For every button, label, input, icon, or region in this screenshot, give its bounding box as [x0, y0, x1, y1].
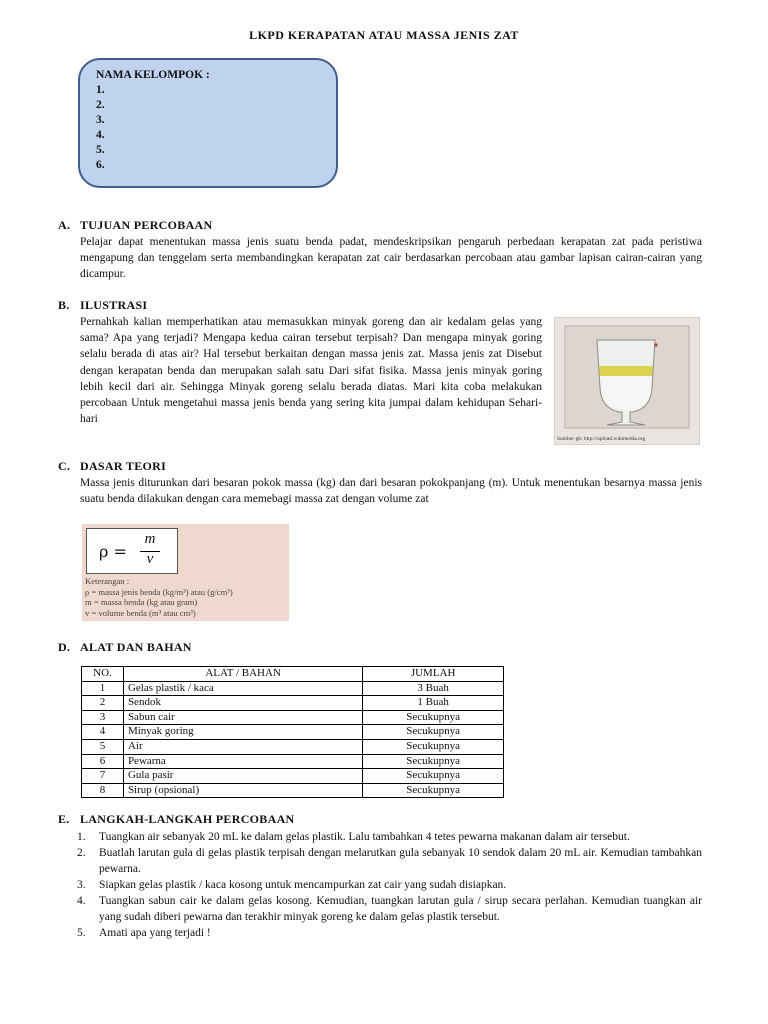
- section-b-heading: [58, 298, 147, 313]
- column-header: ALAT / BAHAN: [123, 667, 362, 682]
- section-letter: D.: [58, 640, 71, 654]
- materials-table: [81, 666, 504, 798]
- step-text: Tuangkan air sebanyak 20 mL ke dalam gelas plastik. Lalu tambahkan 4 tetes pewarna makanan dalam air tersebut.: [99, 831, 630, 843]
- column-header: JUMLAH: [363, 667, 504, 682]
- section-letter: E.: [58, 812, 70, 826]
- table-cell: 3 Buah: [363, 681, 504, 696]
- table-cell: 4: [82, 725, 124, 740]
- list-item: [77, 877, 702, 893]
- section-letter: C.: [58, 459, 71, 473]
- table-cell: Sendok: [123, 696, 362, 711]
- section-d-heading: [58, 640, 192, 655]
- table-cell: 2: [82, 696, 124, 711]
- table-row: [82, 769, 504, 784]
- oil-water-glass-image: [554, 317, 700, 445]
- table-cell: Sabun cair: [123, 710, 362, 725]
- step-number: 4.: [77, 895, 86, 907]
- list-item: [77, 893, 702, 925]
- step-text: Amati apa yang terjadi !: [99, 927, 211, 939]
- section-a-heading: [58, 218, 212, 233]
- section-title: ALAT DAN BAHAN: [80, 640, 192, 654]
- formula-numerator: m: [144, 531, 156, 547]
- section-c-heading: [58, 459, 166, 474]
- table-cell: Pewarna: [123, 754, 362, 769]
- table-cell: Air: [123, 739, 362, 754]
- step-text: Tuangkan sabun cair ke dalam gelas kosong. Kemudian, tuangkan larutan gula / sirup secara perlahan. Kemudian tuangkan air yang sudah diberi pewarna dan terakhir minyak goreng ke dalam gelas plastik tersebut.: [99, 895, 702, 923]
- step-text: Siapkan gelas plastik / kaca kosong untuk mencampurkan zat cair yang sudah disiapkan.: [99, 879, 507, 891]
- table-cell: 1 Buah: [363, 696, 504, 711]
- section-letter: B.: [58, 298, 70, 312]
- section-e-heading: [58, 812, 295, 827]
- image-caption: Sumber gb: http://upload.wikimedia.org: [557, 436, 646, 442]
- table-cell: Secukupnya: [363, 783, 504, 798]
- table-row: [82, 754, 504, 769]
- group-member-number: 4.: [96, 129, 105, 141]
- section-title: LANGKAH-LANGKAH PERCOBAAN: [80, 812, 295, 826]
- procedure-steps: [77, 829, 702, 941]
- step-number: 3.: [77, 879, 86, 891]
- table-cell: 5: [82, 739, 124, 754]
- page-title: LKPD KERAPATAN ATAU MASSA JENIS ZAT: [249, 28, 519, 42]
- table-cell: Secukupnya: [363, 769, 504, 784]
- table-cell: 8: [82, 783, 124, 798]
- section-letter: A.: [58, 218, 71, 232]
- section-title: ILUSTRASI: [80, 298, 148, 312]
- group-member-number: 1.: [96, 84, 105, 96]
- table-cell: Secukupnya: [363, 725, 504, 740]
- group-names-box: [78, 58, 338, 188]
- group-member-number: 6.: [96, 159, 105, 171]
- formula-note: Keterangan :: [85, 576, 130, 586]
- table-row: [82, 710, 504, 725]
- table-cell: Gelas plastik / kaca: [123, 681, 362, 696]
- formula-note: v = volume benda (m³ atau cm³): [85, 607, 196, 618]
- table-cell: Sirup (opsional): [123, 783, 362, 798]
- table-row: [82, 725, 504, 740]
- table-row: [82, 783, 504, 798]
- step-text: Buatlah larutan gula di gelas plastik terpisah dengan melarutkan gula sebanyak 10 sendok dalam 20 mL air. Kemudian tambahkan pewarna.: [99, 847, 702, 875]
- section-title: DASAR TEORI: [80, 459, 167, 473]
- table-cell: 7: [82, 769, 124, 784]
- group-member-number: 2.: [96, 99, 105, 111]
- formula-notes: [85, 576, 233, 618]
- group-member-number: 5.: [96, 144, 105, 156]
- formula-denominator: v: [146, 551, 154, 567]
- glass-icon: [555, 318, 699, 444]
- table-cell: Secukupnya: [363, 754, 504, 769]
- table-cell: Secukupnya: [363, 739, 504, 754]
- group-member-number: 3.: [96, 114, 105, 126]
- table-cell: Secukupnya: [363, 710, 504, 725]
- section-b-text: Pernahkah kalian memperhatikan atau memasukkan minyak goreng dan air kedalam gelas yang sama? Apa yang terjadi? Mengapa kedua cairan tersebut terpisah? Dan mengapa minyak goring selalu berada di atas air? Hal tersebut berkaitan dengan massa jenis zat. Massa jenis zat Disebut dengan kerapatan benda dan merupakan salah satu Dari sifat fisika. Massa jenis minyak goring lebih kecil dari air. Sehingga Minyak goreng selalu berada diatas. Mari kita coba melakukan percobaan Untuk mengetahui massa jenis benda yang sering kita jumpai dalam kehidupan Sehari-hari: [80, 316, 542, 426]
- table-cell: 1: [82, 681, 124, 696]
- list-item: [77, 925, 702, 941]
- table-cell: Minyak goring: [123, 725, 362, 740]
- table-cell: 6: [82, 754, 124, 769]
- column-header: NO.: [82, 667, 124, 682]
- step-number: 1.: [77, 831, 86, 843]
- table-row: [82, 739, 504, 754]
- section-c-text: Massa jenis diturunkan dari besaran pokok massa (kg) dan dari besaran pokokpanjang (m). Untuk menentukan besarnya massa jenis suatu benda dilakukan dengan cara memebagi massa zat dengan volume zat: [80, 477, 702, 506]
- table-cell: 3: [82, 710, 124, 725]
- table-header-row: [82, 667, 504, 682]
- step-number: 2.: [77, 847, 86, 859]
- section-a-text: Pelajar dapat menentukan massa jenis suatu benda padat, mendeskripsikan pengaruh perbedaan kerapatan zat pada peristiwa mengapung dan tenggelam serta membandingkan kerapatan zat cair berdasarkan percobaan atau gambar lapisan cairan-cairan yang dicampur.: [80, 236, 702, 281]
- formula-lhs: ρ =: [99, 542, 127, 561]
- section-title: TUJUAN PERCOBAAN: [80, 218, 213, 232]
- list-item: [77, 829, 702, 845]
- table-cell: Gula pasir: [123, 769, 362, 784]
- table-row: [82, 696, 504, 711]
- formula-note: ρ = massa jenis benda (kg/m³) atau (g/cm³): [85, 586, 233, 597]
- formula-frame: [86, 528, 178, 574]
- list-item: [77, 845, 702, 877]
- step-number: 5.: [77, 927, 86, 939]
- density-formula-box: [82, 524, 289, 621]
- table-row: [82, 681, 504, 696]
- group-label: NAMA KELOMPOK :: [96, 69, 210, 81]
- formula-note: m = massa benda (kg atau gram): [85, 597, 198, 608]
